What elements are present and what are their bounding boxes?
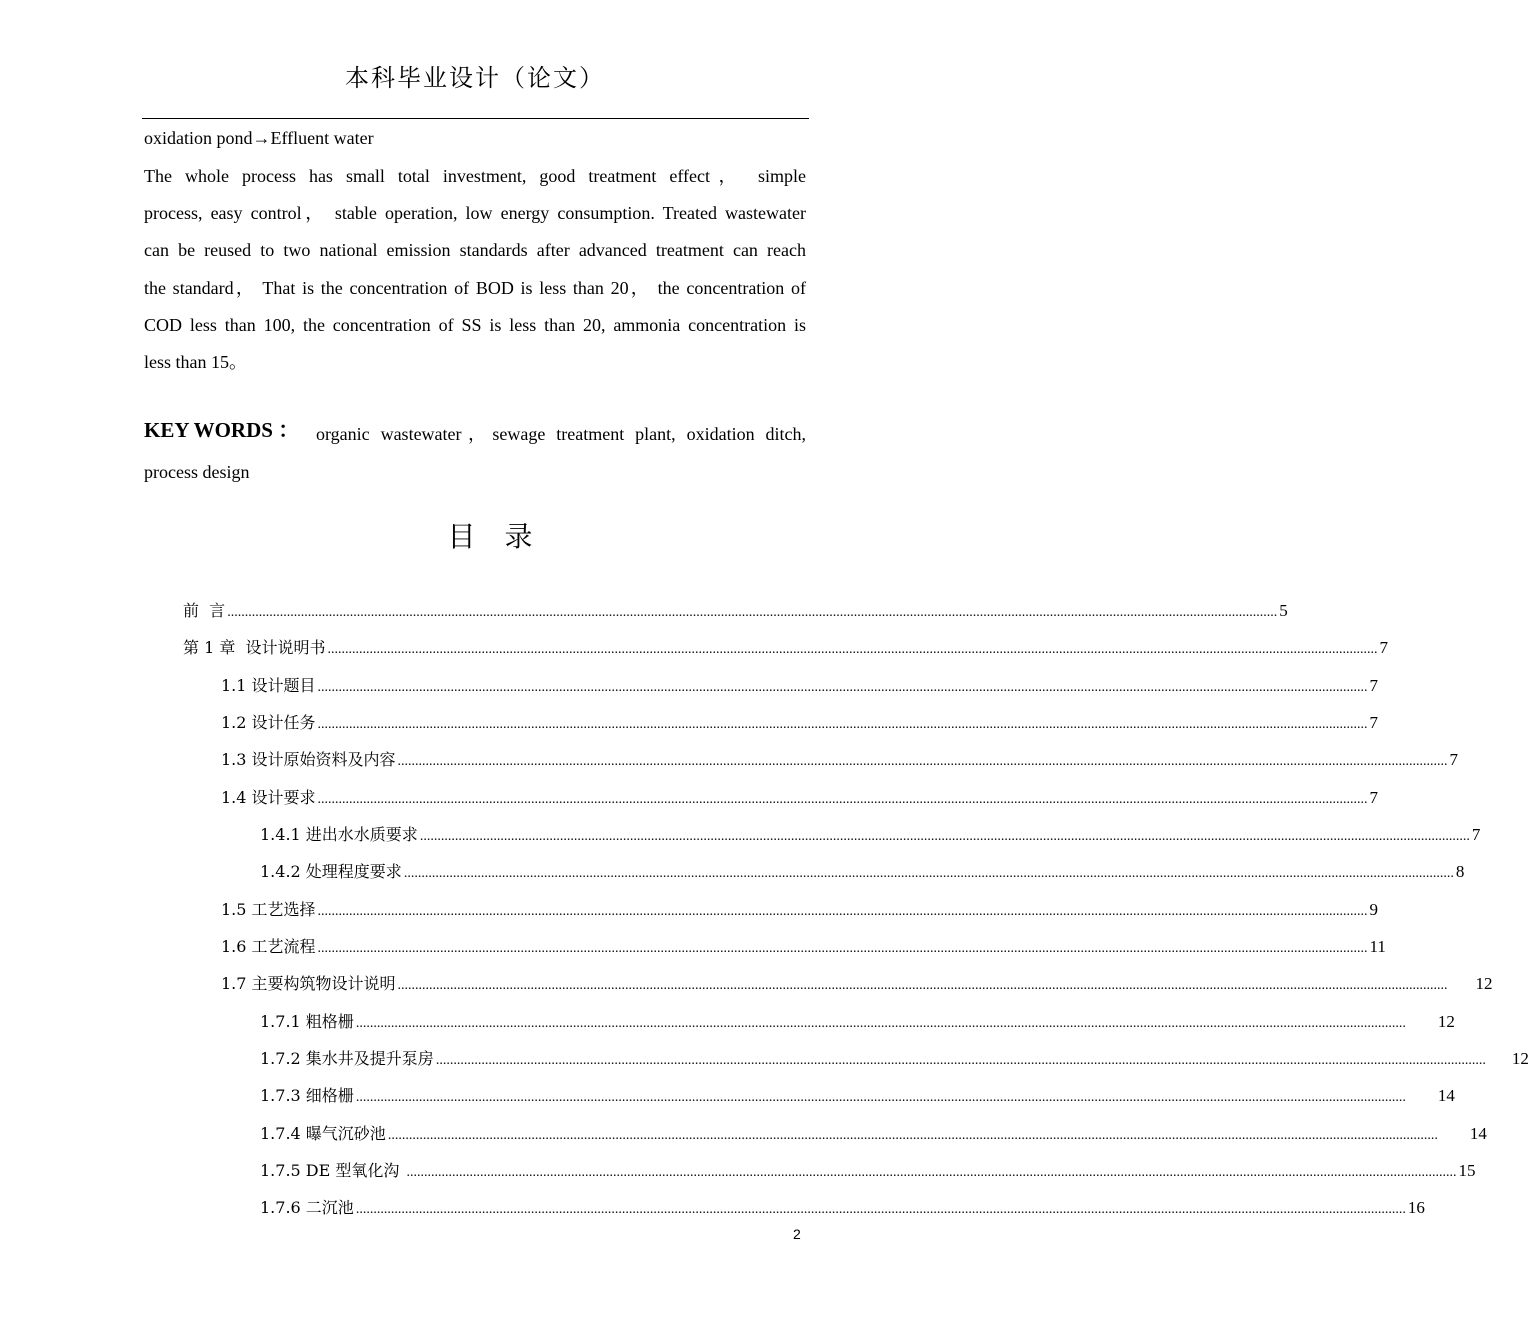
keywords-text: organic wastewater，sewage treatment plant, oxidation ditch,: [316, 424, 806, 444]
keywords-label: KEY WORDS ：: [144, 418, 300, 442]
toc-entry-page: 12: [1437, 1012, 1455, 1031]
toc-entry-page: 7: [1369, 676, 1379, 695]
toc-leader: ............................................................................................................................................................................................................................................................................................................: [317, 941, 1368, 956]
abstract-line-1: The whole process has small total investment, good treatment effect， simple: [144, 166, 806, 186]
toc-entry[interactable]: [260, 1159, 1476, 1183]
toc-leader: ............................................................................................................................................................................................................................................................................................................: [435, 1053, 1486, 1068]
toc-leader: ............................................................................................................................................................................................................................................................................................................: [355, 1090, 1406, 1105]
toc-entry-label: 1.6 工艺流程: [221, 937, 316, 956]
toc-entry-label: 1.7.5 DE 型氧化沟: [260, 1161, 405, 1180]
toc-entry[interactable]: [260, 1010, 1455, 1034]
toc-entry[interactable]: [221, 711, 1379, 735]
toc-entry-label: 1.7 主要构筑物设计说明: [221, 974, 396, 993]
toc-entry[interactable]: [260, 823, 1481, 847]
toc-entry[interactable]: [260, 1196, 1425, 1220]
toc-entry[interactable]: [221, 935, 1386, 959]
toc-leader: ............................................................................................................................................................................................................................................................................................................: [355, 1202, 1406, 1217]
toc-entry[interactable]: [183, 599, 1288, 623]
toc-entry-label: 1.4.1 进出水水质要求: [260, 825, 418, 844]
toc-entry[interactable]: [221, 972, 1493, 996]
toc-leader: ............................................................................................................................................................................................................................................................................................................: [397, 978, 1448, 993]
toc-entry-label: 1.4 设计要求: [221, 788, 316, 807]
keywords-continuation: process design: [144, 462, 250, 482]
abstract-line-3: can be reused to two national emission standards after advanced treatment can reach: [144, 240, 806, 260]
toc-entry-page: 16: [1407, 1198, 1425, 1217]
toc-entry[interactable]: [221, 674, 1379, 698]
toc-entry-label: 1.1 设计题目: [221, 676, 316, 695]
toc-title: 目 录: [447, 520, 543, 553]
toc-entry-page: 7: [1369, 788, 1379, 807]
toc-entry-page: 14: [1437, 1086, 1455, 1105]
toc-entry-label: 1.7.1 粗格栅: [260, 1012, 354, 1031]
toc-entry-page: 7: [1379, 638, 1389, 657]
page-number: 2: [793, 1226, 801, 1242]
toc-entry-label: 1.3 设计原始资料及内容: [221, 750, 396, 769]
abstract-line-2: process, easy control， stable operation, low energy consumption. Treated wastewater: [144, 203, 806, 223]
header-rule: [142, 118, 809, 119]
toc-leader: ............................................................................................................................................................................................................................................................................................................: [227, 605, 1278, 620]
toc-entry-label: 1.7.2 集水井及提升泵房: [260, 1049, 434, 1068]
toc-entry-label: 1.4.2 处理程度要求: [260, 862, 402, 881]
toc-leader: ............................................................................................................................................................................................................................................................................................................: [387, 1128, 1438, 1143]
abstract-line-6: less than 15。: [144, 352, 247, 372]
toc-entry-label: 第 1 章 设计说明书: [183, 638, 326, 657]
toc-entry[interactable]: [260, 860, 1465, 884]
toc-entry-label: 前 言: [183, 601, 226, 620]
toc-entry-page: 5: [1279, 601, 1288, 620]
toc-entry-label: 1.7.6 二沉池: [260, 1198, 354, 1217]
toc-entry-label: 1.7.3 细格栅: [260, 1086, 354, 1105]
abstract-line-4: the standard， That is the concentration of BOD is less than 20， the concentration of: [144, 278, 806, 298]
abstract-line-0: oxidation pond→Effluent water: [144, 128, 374, 148]
toc-leader: ............................................................................................................................................................................................................................................................................................................: [397, 754, 1448, 769]
toc-entry[interactable]: [260, 1047, 1529, 1071]
toc-entry-page: 7: [1369, 713, 1379, 732]
toc-entry-label: 1.5 工艺选择: [221, 900, 316, 919]
toc-entry-page: 11: [1369, 937, 1386, 956]
toc-entry-page: 7: [1449, 750, 1459, 769]
toc-entry-page: 7: [1471, 825, 1481, 844]
toc-entry-page: 15: [1458, 1161, 1476, 1180]
toc-leader: ............................................................................................................................................................................................................................................................................................................: [317, 717, 1368, 732]
toc-leader: ............................................................................................................................................................................................................................................................................................................: [403, 866, 1454, 881]
page-header-title: 本科毕业设计（论文）: [345, 64, 605, 92]
toc-leader: ............................................................................................................................................................................................................................................................................................................: [317, 792, 1368, 807]
toc-entry[interactable]: [183, 636, 1389, 660]
toc-entry[interactable]: [260, 1122, 1487, 1146]
toc-entry-page: 9: [1369, 900, 1379, 919]
toc-entry-label: 1.2 设计任务: [221, 713, 316, 732]
toc-leader: ............................................................................................................................................................................................................................................................................................................: [355, 1016, 1406, 1031]
toc-entry-page: 12: [1475, 974, 1493, 993]
toc-leader: ............................................................................................................................................................................................................................................................................................................: [317, 680, 1368, 695]
toc-leader: ............................................................................................................................................................................................................................................................................................................: [406, 1165, 1457, 1180]
toc-entry-page: 12: [1511, 1049, 1529, 1068]
toc-entry-page: 8: [1455, 862, 1465, 881]
toc-leader: ............................................................................................................................................................................................................................................................................................................: [419, 829, 1470, 844]
toc-entry[interactable]: [221, 786, 1379, 810]
toc-entry[interactable]: [221, 748, 1459, 772]
toc-entry-label: 1.7.4 曝气沉砂池: [260, 1124, 386, 1143]
toc-leader: ............................................................................................................................................................................................................................................................................................................: [327, 642, 1378, 657]
toc-leader: ............................................................................................................................................................................................................................................................................................................: [317, 904, 1368, 919]
abstract-line-5: COD less than 100, the concentration of SS is less than 20, ammonia concentration is: [144, 315, 806, 335]
toc-entry[interactable]: [260, 1084, 1455, 1108]
toc-entry[interactable]: [221, 898, 1379, 922]
toc-entry-page: 14: [1469, 1124, 1487, 1143]
